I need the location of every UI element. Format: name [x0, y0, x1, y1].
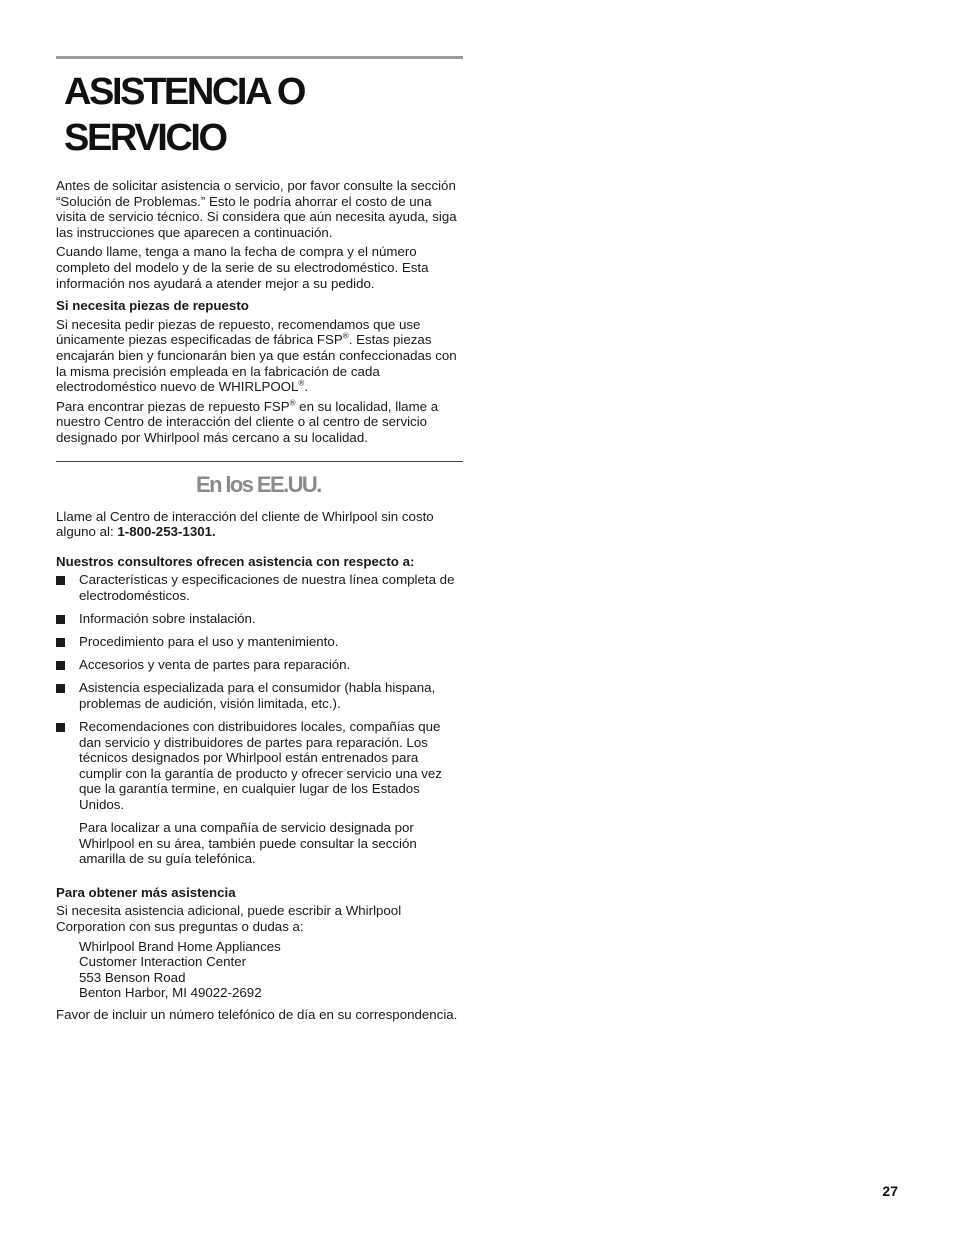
- registered-mark: ®: [289, 398, 296, 408]
- call-paragraph: Llame al Centro de interacción del cliente de Whirlpool sin costo alguno al: 1-800-253-1301.: [56, 508, 434, 540]
- square-bullet-icon: [56, 661, 65, 670]
- main-column: [56, 56, 463, 1027]
- list-item: Recomendaciones con distribuidores locales, compañías que dan servicio y distribuidores de partes para reparación. Los técnicos designados por Whirlpool están entrenados para cumplir con la garantía de producto y ofrecer servicio una vez que la garantía termine, en cualquier lugar de los Estados Unidos.: [56, 719, 463, 813]
- square-bullet-icon: [56, 638, 65, 647]
- list-item: Procedimiento para el uso y mantenimiento.: [56, 634, 463, 650]
- intro-paragraph: Antes de solicitar asistencia o servicio, por favor consulte la sección “Solución de Problemas.” Esto le podría ahorrar el costo de una visita de servicio técnico. Si considera que aún necesita ayuda, siga las instrucciones que aparecen a continuación.: [56, 178, 457, 240]
- list-item: Accesorios y venta de partes para reparación.: [56, 657, 463, 673]
- address-line: 553 Benson Road: [79, 969, 186, 985]
- registered-mark: ®: [298, 378, 305, 388]
- consultants-heading: Nuestros consultores ofrecen asistencia con respecto a:: [56, 553, 415, 569]
- locate-paragraph: Para localizar a una compañía de servicio designada por Whirlpool en su área, también puede consultar la sección amarilla de su guía telefónica.: [79, 820, 417, 867]
- address-line: Customer Interaction Center: [79, 954, 247, 970]
- square-bullet-icon: [56, 576, 65, 585]
- intro-paragraph: Cuando llame, tenga a mano la fecha de compra y el número completo del modelo y de la serie de su electrodoméstico. Esta información nos ayudará a atender mejor a su pedido.: [56, 244, 429, 291]
- list-item: Asistencia especializada para el consumidor (habla hispana, problemas de audición, visión limitada, etc.).: [56, 680, 463, 711]
- more-help-paragraph: Si necesita asistencia adicional, puede escribir a Whirlpool Corporation con sus preguntas o dudas a:: [56, 903, 402, 934]
- phone-number: 1-800-253-1301.: [117, 524, 216, 540]
- section-title-usa: En los EE.UU.: [196, 471, 321, 497]
- section-divider: [56, 461, 463, 462]
- closing-paragraph: Favor de incluir un número telefónico de día en su correspondencia.: [56, 1006, 458, 1022]
- more-help-heading: Para obtener más asistencia: [56, 884, 236, 900]
- square-bullet-icon: [56, 615, 65, 624]
- page-title: ASISTENCIA O SERVICIO: [64, 71, 305, 159]
- services-list: [56, 572, 463, 812]
- top-divider: [56, 56, 463, 59]
- registered-mark: ®: [342, 331, 349, 341]
- page-number: 27: [882, 1183, 898, 1199]
- square-bullet-icon: [56, 684, 65, 693]
- mailing-address: [56, 939, 463, 1001]
- square-bullet-icon: [56, 723, 65, 732]
- parts-heading: Si necesita piezas de repuesto: [56, 298, 249, 314]
- list-item: Información sobre instalación.: [56, 611, 463, 627]
- parts-paragraph: Para encontrar piezas de repuesto FSP® en su localidad, llame a nuestro Centro de interacción del cliente o al centro de servicio designado por Whirlpool más cercano a su localidad.: [56, 398, 439, 445]
- parts-paragraph: Si necesita pedir piezas de repuesto, recomendamos que use únicamente piezas especificadas de fábrica FSP®. Estas piezas encajarán bien y funcionarán bien ya que están confeccionadas con la misma precisión empleada en la fabricación de cada electrodoméstico nuevo de WHIRLPOOL®.: [56, 316, 457, 395]
- address-line: Whirlpool Brand Home Appliances: [79, 938, 281, 954]
- list-item: Características y especificaciones de nuestra línea completa de electrodomésticos.: [56, 572, 463, 603]
- address-line: Benton Harbor, MI 49022-2692: [79, 985, 262, 1001]
